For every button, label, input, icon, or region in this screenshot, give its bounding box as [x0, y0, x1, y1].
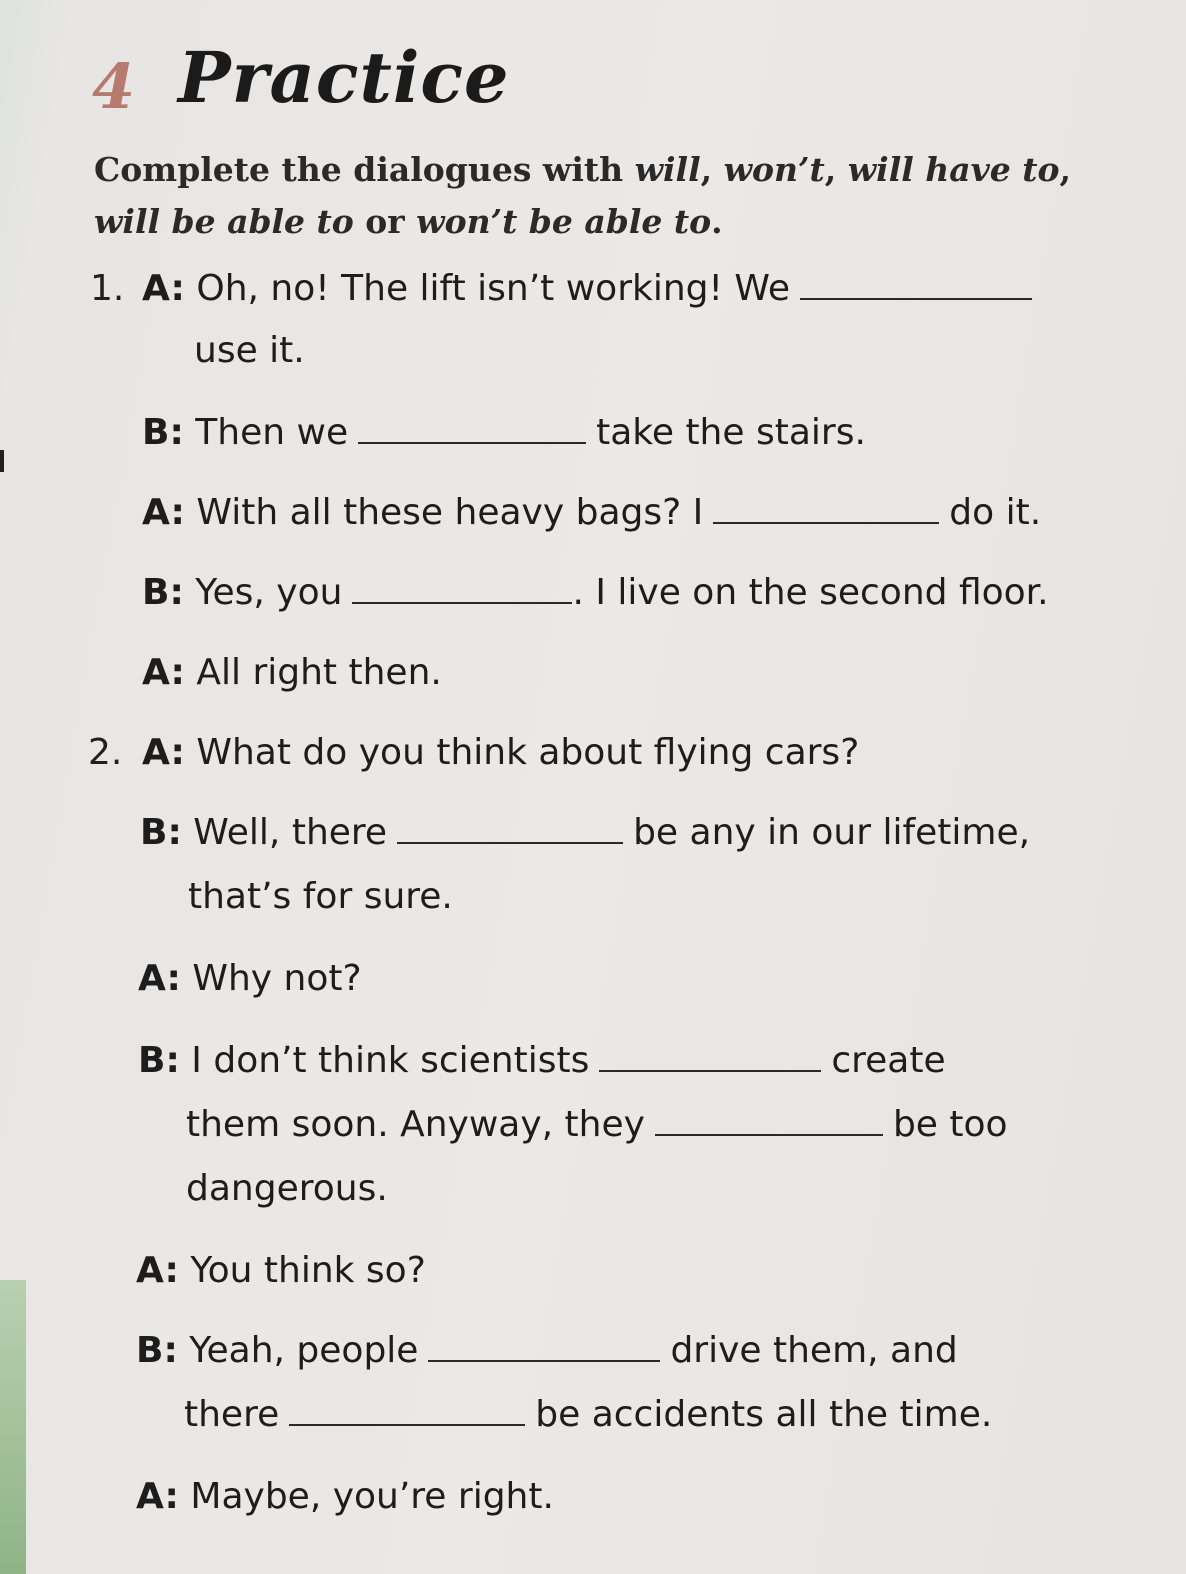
separator: ,	[824, 150, 848, 189]
dialogue-line	[136, 1250, 426, 1291]
answer-blank[interactable]	[358, 412, 586, 444]
dialogue-line	[188, 876, 453, 917]
keyword-wont-be-able-to: won’t be able to	[416, 202, 712, 241]
dialogue-line	[142, 492, 1041, 533]
separator: ,	[700, 150, 724, 189]
dialogue-line	[138, 1040, 946, 1081]
dialogue-number: 2.	[88, 732, 123, 773]
speaker-label: A:	[136, 1250, 179, 1291]
line-text: I don’t think scientists	[191, 1040, 590, 1081]
line-text: You think so?	[190, 1250, 426, 1291]
line-text: take the stairs.	[596, 412, 866, 453]
dialogue-line	[136, 1476, 554, 1517]
line-text: use it.	[194, 330, 305, 371]
separator: ,	[1059, 150, 1072, 189]
line-text: there	[184, 1394, 280, 1435]
separator: or	[353, 202, 417, 241]
answer-blank[interactable]	[352, 572, 572, 604]
line-text: Why not?	[192, 958, 362, 999]
line-text: Well, there	[193, 812, 388, 853]
dialogue-line	[186, 1168, 388, 1209]
instructions-line-2	[94, 202, 1154, 241]
answer-blank[interactable]	[599, 1040, 821, 1072]
dialogue-line	[142, 652, 442, 693]
speaker-label: A:	[142, 492, 185, 533]
instructions-text: Complete the dialogues with	[94, 150, 635, 189]
answer-blank[interactable]	[428, 1330, 660, 1362]
line-text: do it.	[949, 492, 1042, 533]
line-text: that’s for sure.	[188, 876, 453, 917]
line-text: be any in our lifetime,	[633, 812, 1031, 853]
dialogue-line	[184, 1394, 992, 1435]
dialogue-number: 1.	[90, 268, 125, 309]
speaker-label: A:	[142, 652, 185, 693]
speaker-label: B:	[142, 572, 184, 613]
speaker-label: B:	[138, 1040, 180, 1081]
answer-blank[interactable]	[289, 1394, 525, 1426]
keyword-wont: won’t	[723, 150, 825, 189]
line-text: be too	[892, 1104, 1008, 1145]
line-text: drive them, and	[670, 1330, 958, 1371]
speaker-label: B:	[142, 412, 184, 453]
page-edge-background	[0, 1280, 26, 1574]
line-text: be accidents all the time.	[535, 1394, 993, 1435]
dialogue-line	[142, 732, 859, 773]
dialogue-line	[186, 1104, 1008, 1145]
speaker-label: A:	[142, 268, 185, 309]
dialogue-line	[142, 268, 1042, 309]
dialogue-line	[136, 1330, 958, 1371]
exercise-title: Practice	[178, 36, 510, 119]
dialogue-line	[142, 412, 866, 453]
keyword-will: will	[634, 150, 701, 189]
keyword-will-have-to: will have to	[847, 150, 1060, 189]
line-text: . I live on the second floor.	[572, 572, 1049, 613]
keyword-will-be-able-to: will be able to	[94, 202, 354, 241]
dialogue-line	[140, 812, 1030, 853]
line-text: With all these heavy bags? I	[196, 492, 704, 533]
instructions-line-1	[94, 150, 1154, 189]
speaker-label: B:	[140, 812, 182, 853]
dialogue-line	[138, 958, 362, 999]
line-text: create	[831, 1040, 946, 1081]
answer-blank[interactable]	[713, 492, 939, 524]
separator: .	[711, 202, 723, 241]
speaker-label: A:	[136, 1476, 179, 1517]
line-text: Then we	[195, 412, 349, 453]
line-text: dangerous.	[186, 1168, 388, 1209]
exercise-number: 4	[92, 50, 136, 123]
line-text: Oh, no! The lift isn’t working! We	[196, 268, 791, 309]
line-text: Yeah, people	[189, 1330, 419, 1371]
dialogue-line	[142, 572, 1049, 613]
line-text: Yes, you	[195, 572, 343, 613]
speaker-label: A:	[138, 958, 181, 999]
speaker-label: B:	[136, 1330, 178, 1371]
margin-mark	[0, 450, 4, 472]
dialogue-line	[194, 330, 305, 371]
speaker-label: A:	[142, 732, 185, 773]
answer-blank[interactable]	[655, 1104, 883, 1136]
line-text: Maybe, you’re right.	[190, 1476, 554, 1517]
line-text: All right then.	[196, 652, 442, 693]
answer-blank[interactable]	[397, 812, 623, 844]
line-text: them soon. Anyway, they	[186, 1104, 645, 1145]
line-text: What do you think about flying cars?	[196, 732, 860, 773]
answer-blank[interactable]	[800, 268, 1032, 300]
